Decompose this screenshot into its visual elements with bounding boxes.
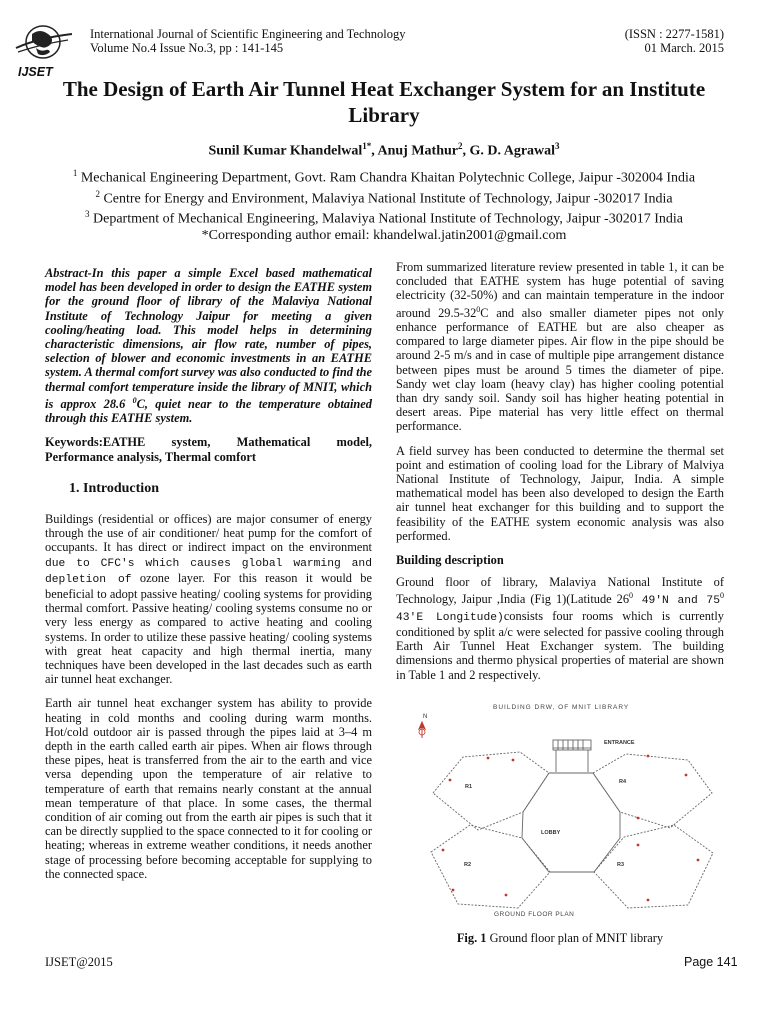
intro-p1-text-b: ozone layer. For this reason it would be beneficial to adopt passive heating/ cooling systems for providing thermal comfort. Passive heating/ cooling systems consume no or very less energy as compared to active heating and cooling systems. In order to utilize these passive heating/ cooling systems with great heat capacity and high thermal inertia, many techniques have been developed in the last decades such as earth air tunnel heat exchanger. [45, 570, 372, 687]
author-1: Sunil Kumar Khandelwal [208, 143, 363, 159]
author-list: Sunil Kumar Khandelwal$^{1*}$, Anuj Mathur$^2$, G. D. Agrawal$^3$ [208, 141, 560, 159]
issn: (ISSN : 2277-1581) [624, 27, 724, 41]
lit-text-b: C and also smaller diameter pipes not only enhance performance of EATHE but are also cheaper as compared to large diameter pipes. Air flow in the pipe should be around 2-5 m/s and in case of multiple pipe arrangement distance between pipes must be around 5 times the diameter of pipe. Sandy wet clay loam (heavy clay) has higher cooling potential than dry sandy soil. Sandy soil has higher heating potential in desert areas. Pipe material has very little effect on thermal performance. [396, 305, 724, 434]
drawing-title: BUILDING DRW, OF MNIT LIBRARY [493, 704, 630, 711]
building-description-paragraph [396, 575, 724, 682]
figure-caption-text: Ground floor plan of MNIT library [486, 931, 664, 945]
journal-name: International Journal of Scientific Engineering and Technology [90, 27, 406, 41]
literature-paragraph [396, 260, 724, 434]
affiliation-3-num: 3 [85, 209, 90, 219]
intro-heading: 1. Introduction [69, 480, 159, 496]
paper-title: The Design of Earth Air Tunnel Heat Exchanger System for an Institute Library [62, 77, 706, 127]
author-3: G. D. Agrawal [469, 143, 556, 159]
bd-degree-2: 0 [720, 591, 724, 601]
entrance-block [553, 740, 591, 772]
bd-degree-1: 0 [629, 591, 634, 601]
affiliation-1 [30, 165, 738, 187]
room-outlines [431, 752, 713, 908]
ijset-logo [10, 22, 80, 80]
left-column [45, 266, 372, 891]
right-column [396, 260, 724, 692]
affiliation-2-num: 2 [95, 189, 100, 199]
author-3-sup: 3 [555, 141, 560, 151]
room-r3-outline [594, 825, 713, 908]
bd-longitude: 43'E Longitude) [396, 611, 504, 624]
keywords: Keywords:EATHE system, Mathematical model, Performance analysis, Thermal comfort [45, 435, 372, 464]
north-arrow-icon [419, 714, 427, 738]
room-r1-label: R1 [465, 784, 473, 790]
intro-p1-mono: due to CFC's which causes global warming and depletion of [45, 557, 372, 586]
duct-markers [442, 755, 700, 902]
intro-paragraph-2: Earth air tunnel heat exchanger system has ability to provide heating in cold months and cooling during warm months. Hot/cold outdoor air is passed through the pipes laid at 3–4 m depth in the earth called earth air pipes. When air flows through these pipes, heat is transferred from the air to the earth and vice versa depending upon the temperature of air relative to temperature of earth that remains nearly constant at the annual mean temperature of that place. In some cases, the thermal condition of air coming out from the earth air pipes is such that it can be directly supplied to the space connected to it for cooling or heating; whereas in extreme weather conditions, it needs another stage of processing before becoming acceptable for supplying to the connected space. [45, 696, 372, 881]
volume-info: Volume No.4 Issue No.3, pp : 141-145 [90, 40, 284, 55]
room-r2-outline [431, 825, 550, 908]
room-r4-label: R4 [619, 779, 627, 785]
abstract-degree: 0 [132, 395, 137, 405]
entrance-label: ENTRANCE [604, 740, 635, 746]
figure-caption-label: Fig. 1 [456, 931, 487, 945]
lobby-outline [522, 773, 620, 872]
corresponding-author: *Corresponding author email: khandelwal.jatin2001@gmail.com [201, 228, 567, 243]
bd-text-b: consists four rooms which is currently conditioned by split a/c were selected for passive cooling through Earth Air Tunnel Heat Exchanger system. The building dimensions and thermo physical properties of material are shown in Table 1 and 2 respectively. [396, 608, 724, 682]
room-r2-label: R2 [464, 862, 472, 868]
figure-caption [396, 931, 724, 946]
issn-header [625, 28, 724, 55]
author-2: Anuj Mathur [377, 143, 458, 159]
author-2-sup: 2 [457, 141, 463, 151]
logo-text: IJSET [18, 65, 53, 79]
plan-label: GROUND FLOOR PLAN [494, 911, 575, 918]
affiliation-3-text: Department of Mechanical Engineering, Malaviya National Institute of Technology, Jaipur -302017 India [93, 211, 683, 227]
footer-copyright: IJSET@2015 [45, 955, 113, 969]
north-label: N [423, 714, 428, 720]
lobby-label: LOBBY [541, 830, 561, 836]
survey-paragraph: A field survey has been conducted to determine the thermal set point and estimation of cooling load for the Library of Malviya National Institute of Technology, Jaipur, India. A simple mathematical model has been also developed to design the Earth air tunnel heat exchanger for this building and to support the feasibility of the EATHE system economic analysis was also performed. [396, 443, 724, 543]
affiliation-1-text: Mechanical Engineering Department, Govt. Ram Chandra Khaitan Polytechnic College, Jaipur -302004 India [80, 170, 696, 186]
bd-latitude: 49'N and 75 [633, 595, 720, 608]
issue-date: 01 March. 2015 [644, 40, 724, 55]
journal-header [90, 28, 405, 55]
affiliation-3 [30, 206, 738, 228]
room-r1-outline [433, 752, 549, 830]
intro-paragraph-1 [45, 512, 372, 686]
abstract-text-a: Abstract-In this paper a simple Excel based mathematical model has been developed in order to design the EATHE system for the ground floor of library of the Malaviya National Institute of Technology Jaipur for meeting a given cooling/heating load. This model helps in determining characteristic dimensions, air flow rate, number of pipes, selection of blower and economic investments in an EATHE system. A thermal comfort survey was also conducted to find the thermal comfort temperature inside the library of MNIT, which is approx 28.6 [45, 266, 372, 411]
lit-degree: 0 [476, 304, 481, 314]
lit-text-a: From summarized literature review presented in table 1, it can be concluded that EATHE system has huge potential of saving electricity (32-50%) and can maintain temperature in the indoor around 29.5-32 [396, 260, 724, 320]
affiliation-2-text: Centre for Energy and Environment, Malaviya National Institute of Technology, Jaipur -302017 India [103, 191, 673, 207]
intro-p1-text-a: Buildings (residential or offices) are major consumer of energy through the use of air conditioner/ heat pump for the comfort of occupants. It has direct or indirect impact on the environment [45, 511, 372, 555]
affiliation-1-num: 1 [72, 168, 78, 178]
page-number: Page 141 [684, 955, 738, 969]
abstract [45, 266, 372, 425]
building-description-heading: Building description [396, 552, 504, 567]
abstract-text-b: C, quiet near to the temperature obtained through this EATHE system. [45, 396, 372, 426]
room-r4-outline [593, 754, 712, 828]
floor-plan-figure [398, 700, 728, 922]
author-1-sup: 1* [362, 141, 372, 151]
room-r3-label: R3 [617, 862, 625, 868]
affiliation-2 [30, 186, 738, 208]
bd-text-a: Ground floor of library, Malaviya National Institute of Technology, Jaipur ,India (Fig 1)(Latitude 26 [396, 575, 724, 607]
